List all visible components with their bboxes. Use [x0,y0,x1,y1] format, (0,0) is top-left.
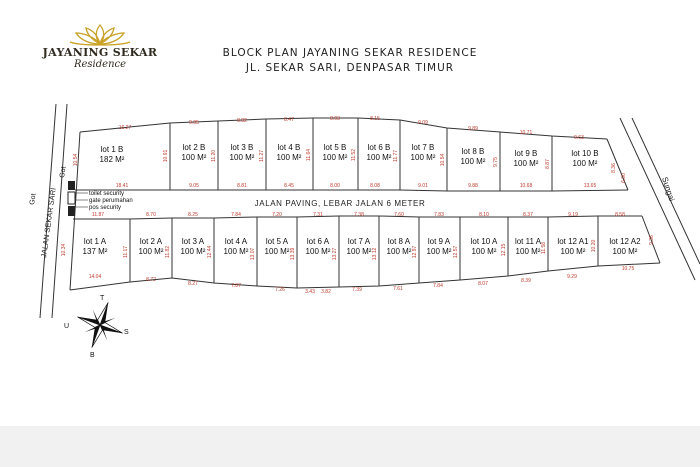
dim-a-bottom: 8.39 [521,278,531,284]
lot-a-name: lot 6 A [306,237,330,246]
lot-b-name: lot 4 B [277,143,301,152]
dim-b-side: 11.64 [306,148,312,162]
compass-icon [69,294,131,356]
dim-a-side: 13.12 [372,247,378,261]
dim-a-bottom: 14.04 [88,274,102,280]
dim-a-bottom: 8.72 [146,277,156,283]
dim-a-top: 8.10 [479,212,489,218]
lot-a-name: lot 11 A [514,237,542,246]
dim-a-side: 11.17 [123,245,129,259]
lot-b-name: lot 1 B [100,145,124,154]
dim-a-bottom: 8.07 [478,281,488,287]
lot-b-name: lot 7 B [411,143,435,152]
lot-b-name: lot 2 B [182,143,206,152]
lot-a-name: lot 2 A [139,237,163,246]
dim-a-side: 12.57 [453,245,459,259]
dim-b-bottom: 8.00 [330,183,340,189]
dim-a-side: 11.82 [165,245,171,259]
lot-b-name: lot 5 B [323,143,347,152]
lot-a-area: 100 M² [305,247,331,256]
dim-b-bottom: 8.81 [237,183,247,189]
dim-a-top: 7.38 [354,212,364,218]
dim-b-side: 11.20 [211,149,217,163]
block-b-bottom-boundary [75,190,628,191]
lot-b-area: 100 M² [229,153,255,162]
dim-a-side: 13.27 [332,247,338,261]
dim-a-bottom: 7.61 [393,286,403,292]
street-label: JALAN SEKAR SARI [39,187,58,259]
dim-a-top: 11.87 [91,212,105,218]
dim-b-side: 9.75 [493,157,499,167]
lot-a-name: lot 7 A [347,237,371,246]
dim-b-bottom: 13.65 [583,183,597,189]
lot-b-area: 100 M² [276,153,302,162]
dim-b-side: 11.77 [393,149,399,163]
lot-a-area: 100 M² [426,247,452,256]
lot-a-name: lot 12 A1 [557,237,589,246]
dim-a-side: 10.20 [591,239,597,253]
lot-a-area: 100 M² [346,247,372,256]
lot-a-name: lot 12 A2 [609,237,641,246]
dim-a-top: 9.19 [568,212,578,218]
lot-a-name: lot 5 A [265,237,289,246]
dim-a-top: 7.83 [434,212,444,218]
dim-b-side: 11.52 [351,148,357,162]
dim-a-side: 12.97 [412,245,418,259]
dim-b-side: 10.54 [440,153,446,167]
lot-b-name: lot 3 B [230,143,254,152]
lot-a-area: 100 M² [560,247,586,256]
lot-b-name: lot 8 B [461,147,485,156]
dim-b-top: 8.47 [284,117,294,123]
dim-a-bottom: 9.29 [567,274,577,280]
dim-a-bottom: 3.43 [305,289,315,295]
dim-a-side: 9.36 [649,235,655,245]
lot-a-name: lot 3 A [181,237,205,246]
lot-a-area: 137 M² [82,247,108,256]
logo-subtitle: Residence [73,59,127,70]
dim-a-bottom: 3.82 [321,289,331,295]
dim-b-top: 10.71 [519,130,533,136]
dim-a-top: 7.60 [394,212,404,218]
dim-a-top: 8.37 [523,212,533,218]
lot-b-area: 100 M² [513,159,539,168]
lot-a-area: 100 M² [264,247,290,256]
lot-b-area: 100 M² [460,157,486,166]
lot-b-name: lot 10 B [571,149,599,158]
dim-a-bottom: 10.75 [621,266,635,272]
dim-a-side: 12.15 [501,243,507,257]
dim-b-bottom: 8.08 [370,183,380,189]
gate-box [68,192,75,204]
dim-b-bottom: 18.41 [115,183,129,189]
lot-b-area: 100 M² [322,153,348,162]
lot-a-area: 100 M² [386,247,412,256]
plan-title: BLOCK PLAN JAYANING SEKAR RESIDENCE [222,47,478,59]
lot-a-name: lot 4 A [224,237,248,246]
dim-a-top: 7.20 [272,212,282,218]
got-label-left: Got [29,193,38,206]
lot-a-name: lot 10 A [470,237,498,246]
dim-b-bottom: 9.01 [418,183,428,189]
lot-a-area: 100 M² [515,247,541,256]
dim-b-side: 6.00 [621,173,627,183]
got-label-mid: Got [59,166,68,179]
dim-a-bottom: 7.84 [433,283,443,289]
dim-b-bottom: 8.45 [284,183,294,189]
dim-b-bottom: 10.68 [519,183,533,189]
dim-b-top: 9.63 [574,135,584,141]
dim-a-top: 7.84 [231,212,241,218]
dim-b-top: 8.03 [330,116,340,122]
lot-a-area: 100 M² [180,247,206,256]
dim-a-top: 8.58 [615,212,625,218]
toilet-security-box [68,181,75,190]
pos-security-box [68,206,75,216]
facility-label-gate: gate perumahan [89,198,133,204]
dim-a-side: 11.58 [541,241,547,255]
lot-b-name: lot 6 B [367,143,391,152]
dim-a-side: 13.39 [290,247,296,261]
dim-b-side: 8.87 [545,159,551,169]
plan-address: JL. SEKAR SARI, DENPASAR TIMUR [245,62,455,74]
compass-north: U [64,323,70,330]
compass-east: T [100,295,105,302]
facility-label-pos: pos security [89,205,122,211]
lot-a-area: 100 M² [138,247,164,256]
lot-a-name: lot 1 A [83,237,107,246]
logo-name: JAYANING SEKAR [42,46,158,59]
dim-a-bottom: 8.27 [188,281,198,287]
dim-a-side: 13.07 [250,247,256,261]
dim-b-bottom: 9.88 [468,183,478,189]
dim-a-bottom: 7.39 [352,287,362,293]
lot-a-area: 100 M² [471,247,497,256]
lot-b-area: 182 M² [99,155,125,164]
dim-a-bottom: 7.26 [275,287,285,293]
dim-a-top: 7.31 [313,212,323,218]
dim-b-side: 8.36 [611,163,617,173]
lot-b-area: 100 M² [572,159,598,168]
lot-b-area: 100 M² [181,153,207,162]
lot-a-area: 100 M² [612,247,638,256]
dim-b-top: 9.05 [189,120,199,126]
lot-b-area: 100 M² [366,153,392,162]
dim-b-top: 16.27 [118,125,132,131]
dim-a-top: 8.70 [146,212,156,218]
dim-a-top: 8.25 [188,212,198,218]
lot-a-area: 100 M² [223,247,249,256]
sungai-label: Sungai [660,175,677,203]
dim-b-bottom: 9.05 [189,183,199,189]
dim-b-top: 8.15 [370,116,380,122]
lot-a-name: lot 8 A [387,237,411,246]
dim-b-side: 11.27 [259,149,265,163]
dim-b-top: 9.89 [468,126,478,132]
facility-label-toilet: toilet security [89,191,125,197]
dim-a-bottom: 7.87 [231,283,241,289]
dim-b-side: 10.54 [73,153,79,167]
dim-a-side: 12.44 [207,245,213,259]
road-label: JALAN PAVING, LEBAR JALAN 6 METER [254,199,426,208]
lot-b-area: 100 M² [410,153,436,162]
lot-a-name: lot 9 A [427,237,451,246]
compass-west: B [90,352,95,359]
compass-south: S [124,329,129,336]
dim-b-side: 10.91 [163,149,169,163]
dim-a-side: 10.34 [61,243,67,257]
dim-b-top: 8.82 [237,118,247,124]
lot-b-name: lot 9 B [514,149,538,158]
dim-b-top: 9.09 [418,120,428,126]
